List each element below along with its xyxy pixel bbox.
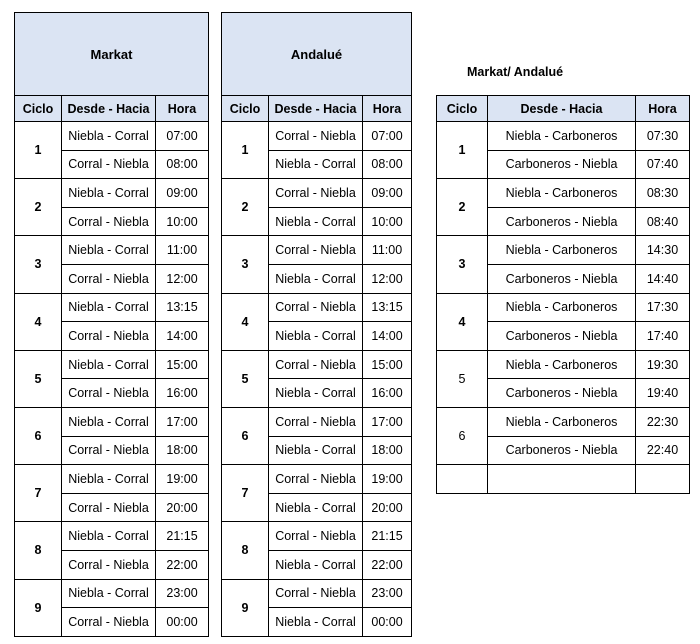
cycle-number: 6: [222, 407, 269, 464]
time-cell: 10:00: [363, 207, 412, 236]
cycle-number: 3: [15, 236, 62, 293]
time-cell: 17:00: [363, 407, 412, 436]
time-cell: 23:00: [156, 579, 209, 608]
route-cell: Corral - Niebla: [62, 150, 156, 179]
route-cell: Carboneros - Niebla: [488, 264, 636, 293]
schedule-row: [222, 122, 412, 151]
route-cell: Niebla - Carboneros: [488, 293, 636, 322]
route-cell: Niebla - Corral: [269, 322, 363, 351]
schedule-row: [437, 407, 690, 436]
time-cell: 15:00: [156, 350, 209, 379]
schedule-row: [222, 407, 412, 436]
cycle-number: 5: [437, 350, 488, 407]
col-hora-header: Hora: [363, 96, 412, 122]
cycle-number: 1: [15, 122, 62, 179]
route-cell: Niebla - Corral: [62, 522, 156, 551]
time-cell: 11:00: [156, 236, 209, 265]
time-cell: 11:00: [363, 236, 412, 265]
time-cell: 20:00: [363, 493, 412, 522]
route-cell: Niebla - Carboneros: [488, 122, 636, 151]
time-cell: 14:30: [636, 236, 690, 265]
route-cell: Niebla - Corral: [269, 150, 363, 179]
schedule-row: [222, 579, 412, 608]
cycle-number: 9: [222, 579, 269, 636]
time-cell: 13:15: [363, 293, 412, 322]
schedule-row: [222, 350, 412, 379]
cycle-number: 3: [437, 236, 488, 293]
time-cell: 19:00: [363, 465, 412, 494]
route-cell: Corral - Niebla: [269, 236, 363, 265]
time-cell: 22:00: [363, 550, 412, 579]
time-cell: 15:00: [363, 350, 412, 379]
schedule-row: [437, 293, 690, 322]
route-cell: Corral - Niebla: [62, 493, 156, 522]
time-cell: 18:00: [156, 436, 209, 465]
route-cell: Corral - Niebla: [269, 179, 363, 208]
cycle-number: 2: [437, 179, 488, 236]
schedule-row: [15, 122, 209, 151]
time-cell: 19:40: [636, 379, 690, 408]
cycle-number: 8: [15, 522, 62, 579]
time-cell: 12:00: [156, 264, 209, 293]
empty-cell: [488, 465, 636, 494]
route-cell: Niebla - Corral: [269, 493, 363, 522]
col-ciclo-header: Ciclo: [437, 96, 488, 122]
time-cell: 07:00: [363, 122, 412, 151]
cycle-number: 4: [222, 293, 269, 350]
route-cell: Niebla - Corral: [269, 436, 363, 465]
schedule-row: [222, 522, 412, 551]
col-route-header: Desde - Hacia: [488, 96, 636, 122]
route-cell: Corral - Niebla: [62, 436, 156, 465]
time-cell: 22:40: [636, 436, 690, 465]
schedule-row: [437, 350, 690, 379]
route-cell: Corral - Niebla: [62, 379, 156, 408]
col-ciclo-header: Ciclo: [15, 96, 62, 122]
time-cell: 17:30: [636, 293, 690, 322]
cycle-number: 8: [222, 522, 269, 579]
schedule-row: [222, 293, 412, 322]
time-cell: 08:00: [156, 150, 209, 179]
route-cell: Niebla - Corral: [62, 293, 156, 322]
time-cell: 21:15: [363, 522, 412, 551]
route-cell: Niebla - Corral: [62, 179, 156, 208]
cycle-number: 5: [15, 350, 62, 407]
time-cell: 07:30: [636, 122, 690, 151]
empty-cell: [437, 465, 488, 494]
markat-schedule-table: [14, 12, 209, 637]
schedule-row: [15, 350, 209, 379]
schedule-row: [15, 465, 209, 494]
col-hora-header: Hora: [156, 96, 209, 122]
schedule-row: [15, 179, 209, 208]
route-cell: Niebla - Corral: [62, 407, 156, 436]
schedule-row: [437, 179, 690, 208]
route-cell: Niebla - Corral: [269, 379, 363, 408]
route-cell: Corral - Niebla: [269, 350, 363, 379]
time-cell: 14:00: [156, 322, 209, 351]
time-cell: 13:15: [156, 293, 209, 322]
cycle-number: 6: [15, 407, 62, 464]
cycle-number: 7: [222, 465, 269, 522]
cycle-number: 4: [437, 293, 488, 350]
time-cell: 23:00: [363, 579, 412, 608]
route-cell: Niebla - Carboneros: [488, 179, 636, 208]
route-cell: Niebla - Corral: [269, 550, 363, 579]
route-cell: Niebla - Corral: [62, 465, 156, 494]
route-cell: Corral - Niebla: [62, 207, 156, 236]
time-cell: 07:00: [156, 122, 209, 151]
time-cell: 08:40: [636, 207, 690, 236]
empty-cell: [636, 465, 690, 494]
col-hora-header: Hora: [636, 96, 690, 122]
time-cell: 19:30: [636, 350, 690, 379]
route-cell: Corral - Niebla: [269, 293, 363, 322]
time-cell: 22:30: [636, 407, 690, 436]
schedule-row: [15, 522, 209, 551]
time-cell: 09:00: [363, 179, 412, 208]
schedule-row: [222, 465, 412, 494]
time-cell: 07:40: [636, 150, 690, 179]
time-cell: 19:00: [156, 465, 209, 494]
time-cell: 00:00: [156, 608, 209, 637]
route-cell: Corral - Niebla: [62, 264, 156, 293]
combined-title: Markat/ Andalué: [467, 65, 564, 79]
route-cell: Niebla - Corral: [269, 264, 363, 293]
route-cell: Niebla - Corral: [62, 236, 156, 265]
route-cell: Carboneros - Niebla: [488, 379, 636, 408]
cycle-number: 1: [437, 122, 488, 179]
time-cell: 09:00: [156, 179, 209, 208]
route-cell: Corral - Niebla: [269, 465, 363, 494]
andalue-schedule-table: [221, 12, 412, 637]
route-cell: Niebla - Carboneros: [488, 407, 636, 436]
time-cell: 14:00: [363, 322, 412, 351]
cycle-number: 6: [437, 407, 488, 464]
col-route-header: Desde - Hacia: [269, 96, 363, 122]
schedule-row: [15, 236, 209, 265]
col-route-header: Desde - Hacia: [62, 96, 156, 122]
route-cell: Niebla - Corral: [62, 122, 156, 151]
route-cell: Corral - Niebla: [269, 122, 363, 151]
route-cell: Carboneros - Niebla: [488, 207, 636, 236]
time-cell: 21:15: [156, 522, 209, 551]
schedule-row: [222, 236, 412, 265]
time-cell: 16:00: [156, 379, 209, 408]
time-cell: 08:00: [363, 150, 412, 179]
route-cell: Niebla - Corral: [62, 579, 156, 608]
route-cell: Corral - Niebla: [269, 579, 363, 608]
combined-schedule-table: [436, 95, 690, 494]
time-cell: 17:00: [156, 407, 209, 436]
cycle-number: 1: [222, 122, 269, 179]
route-cell: Niebla - Carboneros: [488, 236, 636, 265]
time-cell: 20:00: [156, 493, 209, 522]
cycle-number: 5: [222, 350, 269, 407]
time-cell: 17:40: [636, 322, 690, 351]
cycle-number: 3: [222, 236, 269, 293]
cycle-number: 9: [15, 579, 62, 636]
time-cell: 22:00: [156, 550, 209, 579]
time-cell: 08:30: [636, 179, 690, 208]
route-cell: Niebla - Corral: [62, 350, 156, 379]
route-cell: Niebla - Corral: [269, 608, 363, 637]
route-cell: Corral - Niebla: [62, 550, 156, 579]
time-cell: 10:00: [156, 207, 209, 236]
route-cell: Niebla - Corral: [269, 207, 363, 236]
cycle-number: 4: [15, 293, 62, 350]
cycle-number: 7: [15, 465, 62, 522]
route-cell: Corral - Niebla: [62, 608, 156, 637]
empty-row: [437, 465, 690, 494]
andalue-title: Andalué: [222, 13, 412, 96]
cycle-number: 2: [222, 179, 269, 236]
time-cell: 18:00: [363, 436, 412, 465]
schedule-row: [437, 236, 690, 265]
route-cell: Niebla - Carboneros: [488, 350, 636, 379]
time-cell: 16:00: [363, 379, 412, 408]
route-cell: Corral - Niebla: [269, 522, 363, 551]
route-cell: Carboneros - Niebla: [488, 322, 636, 351]
route-cell: Carboneros - Niebla: [488, 150, 636, 179]
route-cell: Corral - Niebla: [269, 407, 363, 436]
time-cell: 14:40: [636, 264, 690, 293]
markat-title: Markat: [15, 13, 209, 96]
col-ciclo-header: Ciclo: [222, 96, 269, 122]
schedule-row: [15, 579, 209, 608]
schedule-row: [15, 407, 209, 436]
schedule-row: [222, 179, 412, 208]
cycle-number: 2: [15, 179, 62, 236]
schedule-row: [15, 293, 209, 322]
route-cell: Carboneros - Niebla: [488, 436, 636, 465]
route-cell: Corral - Niebla: [62, 322, 156, 351]
schedule-row: [437, 122, 690, 151]
time-cell: 00:00: [363, 608, 412, 637]
time-cell: 12:00: [363, 264, 412, 293]
